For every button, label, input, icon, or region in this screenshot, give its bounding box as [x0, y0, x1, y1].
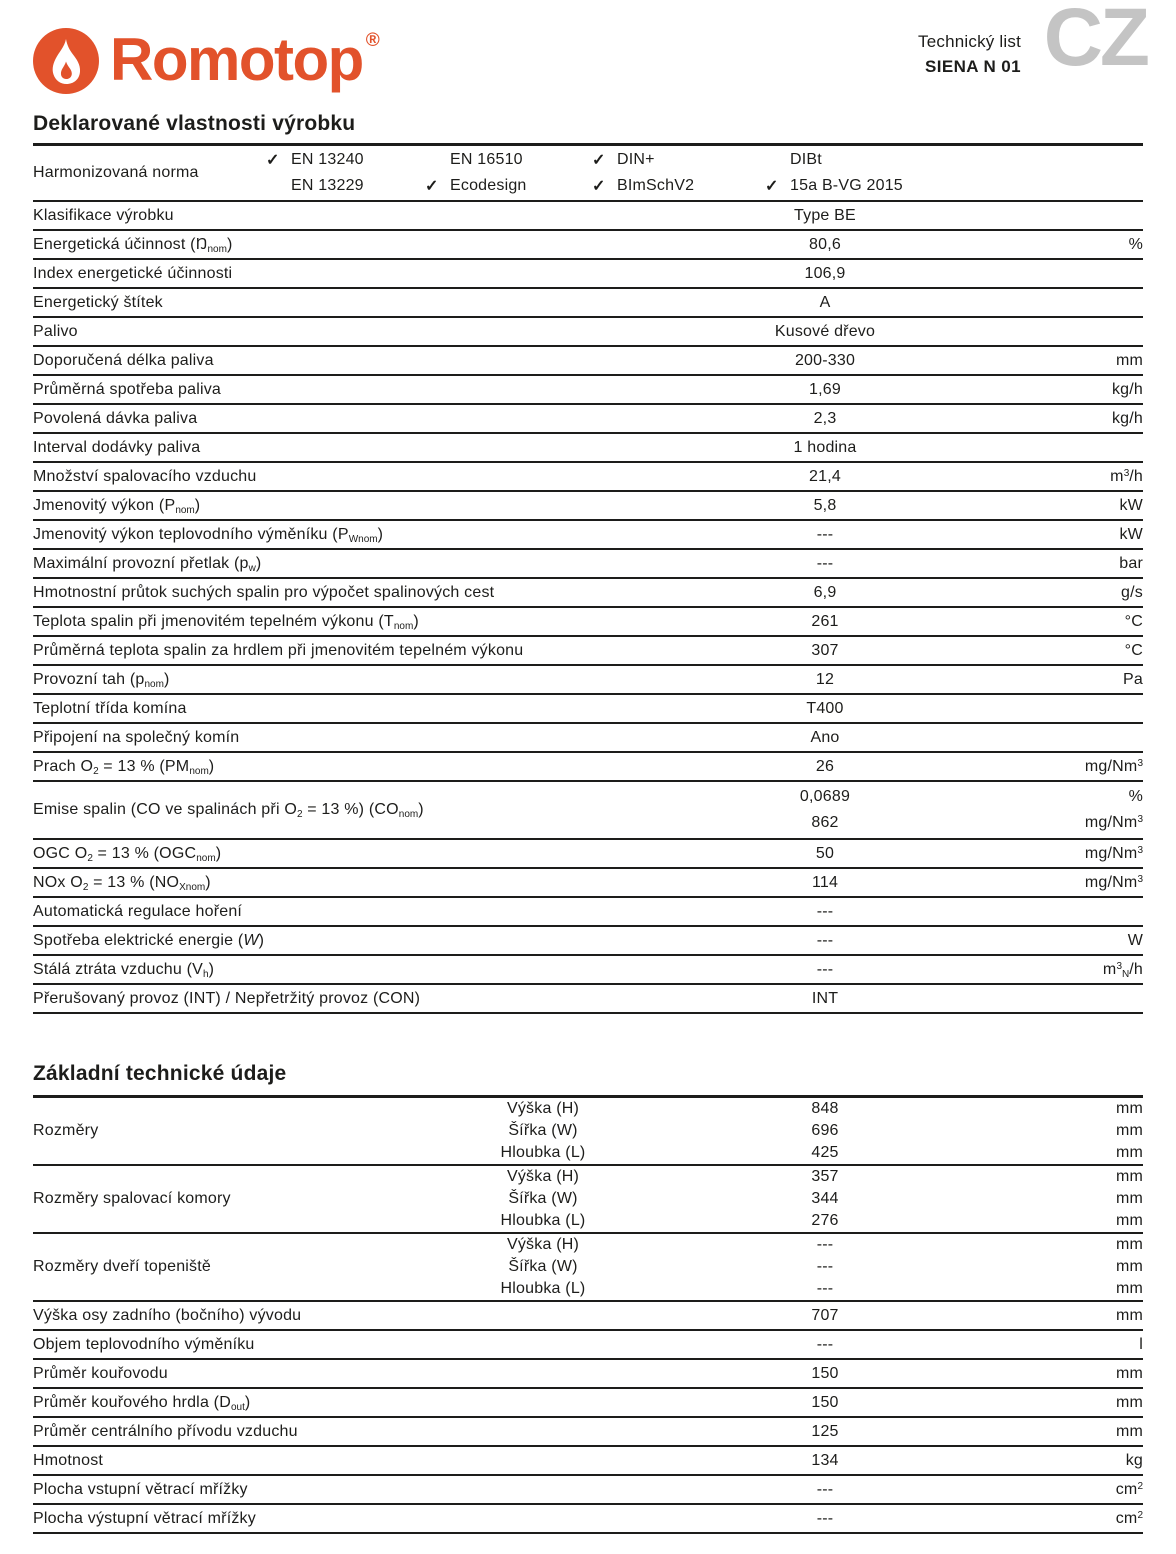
row-value: ---	[816, 1335, 834, 1353]
row-value: 5,8	[813, 496, 837, 514]
dimension-rows	[33, 1234, 1143, 1300]
row-unit: mm	[1115, 1100, 1143, 1117]
check-icon: ✓	[266, 152, 280, 169]
row-unit: mm	[1115, 1212, 1143, 1229]
table-row	[33, 434, 1143, 463]
row-unit: $cm^2$	[1115, 1509, 1143, 1527]
brand-logo	[33, 28, 380, 94]
table-row	[33, 608, 1143, 637]
row-label: Index energetické účinnosti	[33, 264, 233, 282]
table-row	[33, 202, 1143, 231]
dimension-row	[33, 1120, 1143, 1142]
technical-data-table	[33, 1095, 1143, 1534]
row-value: 26	[815, 757, 835, 775]
row-value: ---	[816, 902, 834, 920]
row-value: 50	[815, 844, 835, 862]
row-unit: mm	[1115, 1422, 1143, 1440]
row-unit: $cm^2$	[1115, 1480, 1143, 1498]
row-unit: $m^3/h$	[1110, 467, 1143, 485]
row-label: Hmotnost	[33, 1451, 104, 1469]
norm-column	[425, 147, 527, 199]
check-icon: ✓	[592, 152, 606, 169]
row-value: 6,9	[813, 583, 837, 601]
row-unit: °C	[1124, 612, 1143, 630]
row-value: ---	[816, 1258, 834, 1275]
row-unit: mm	[1115, 1168, 1143, 1185]
row-value: 200-330	[794, 351, 856, 369]
table-row	[33, 1389, 1143, 1418]
row-unit: mm	[1115, 1122, 1143, 1139]
row-label: Rozměry	[33, 1122, 99, 1139]
row-value: 707	[811, 1306, 839, 1324]
check-icon: ✓	[425, 178, 439, 195]
row-unit: mg/Nm$^3$	[1084, 844, 1143, 862]
row-label: Harmonizovaná norma	[33, 164, 199, 181]
row-label: Automatická regulace hoření	[33, 902, 243, 920]
check-icon: ✓	[765, 178, 779, 195]
dimension-row	[33, 1256, 1143, 1278]
norm-label: EN 16510	[450, 151, 523, 168]
row-unit: mg/Nm$^3$	[1084, 873, 1143, 891]
row-label: Výška osy zadního (bočního) vývodu	[33, 1306, 302, 1324]
norm-entry	[592, 147, 694, 173]
dimension-row	[33, 1210, 1143, 1232]
row-unit: l	[1139, 1335, 1143, 1353]
table-row	[33, 724, 1143, 753]
row-unit-line: mg/Nm$^3$	[1084, 814, 1143, 831]
dimension-label: Hloubka (L)	[500, 1280, 586, 1297]
row-unit: kg	[1125, 1451, 1143, 1469]
row-value: 106,9	[804, 264, 846, 282]
dimension-label: Výška (H)	[506, 1236, 580, 1253]
dimension-label: Hloubka (L)	[500, 1212, 586, 1229]
row-unit-line: %	[1128, 788, 1143, 805]
row-value: 276	[811, 1212, 839, 1229]
row-label: NOx $O_2 = 13$ % $(NO_{Xnom})$	[33, 873, 211, 893]
row-value-line: 0,0689	[799, 788, 851, 805]
table-row	[33, 231, 1143, 260]
row-label: Průměr kouřovodu	[33, 1364, 168, 1382]
row-label: Teplota spalin při jmenovitém tepelném výkonu $(T_{nom})$	[33, 612, 419, 632]
dimension-row	[33, 1166, 1143, 1188]
row-label: Povolená dávka paliva	[33, 409, 198, 427]
row-value: 2,3	[813, 409, 837, 427]
norm-entry	[765, 173, 903, 199]
norm-entry	[266, 173, 364, 199]
table-row	[33, 1505, 1143, 1534]
row-value: 12	[815, 670, 835, 688]
row-unit: mm	[1115, 1393, 1143, 1411]
row-value: 696	[811, 1122, 839, 1139]
row-unit: mg/Nm$^3$	[1084, 757, 1143, 775]
table-row	[33, 1166, 1143, 1234]
row-label: Interval dodávky paliva	[33, 438, 201, 456]
row-value: 134	[811, 1451, 839, 1469]
row-value: Ano	[810, 728, 840, 746]
table-row	[33, 1476, 1143, 1505]
row-value: 150	[811, 1364, 839, 1382]
row-label: Rozměry dveří topeniště	[33, 1258, 212, 1275]
row-unit: W	[1127, 931, 1143, 949]
doc-meta	[918, 29, 1021, 79]
row-value: 80,6	[809, 235, 841, 253]
norm-label: BImSchV2	[617, 177, 695, 194]
row-unit: $m^3_N/h$	[1102, 960, 1143, 980]
row-unit: mm	[1115, 1190, 1143, 1207]
row-unit: mm	[1115, 1258, 1143, 1275]
table-row	[33, 927, 1143, 956]
row-label: Rozměry spalovací komory	[33, 1190, 231, 1207]
table-row	[33, 985, 1143, 1014]
row-label: Doporučená délka paliva	[33, 351, 214, 369]
table-row	[33, 1418, 1143, 1447]
row-unit: Pa	[1123, 670, 1143, 688]
norm-entry	[266, 147, 364, 173]
table-row	[33, 579, 1143, 608]
row-value: Kusové dřevo	[774, 322, 876, 340]
dimension-row	[33, 1278, 1143, 1300]
table-row	[33, 521, 1143, 550]
table-row	[33, 695, 1143, 724]
table-row	[33, 1302, 1143, 1331]
dimension-label: Šířka (W)	[508, 1258, 578, 1275]
norm-column	[765, 147, 903, 199]
table-row	[33, 318, 1143, 347]
dimension-row	[33, 1234, 1143, 1256]
dimension-label: Výška (H)	[506, 1168, 580, 1185]
table-row	[33, 1234, 1143, 1302]
row-unit: mm	[1115, 1364, 1143, 1382]
row-label: Energetická účinnost $(Ŋ_{nom})$	[33, 235, 233, 255]
row-label: Provozní tah $(p_{nom})$	[33, 670, 170, 690]
dimension-label: Šířka (W)	[508, 1190, 578, 1207]
row-value: ---	[816, 931, 834, 949]
norm-label: EN 13240	[291, 151, 364, 168]
table-row	[33, 898, 1143, 927]
row-label: Plocha výstupní větrací mřížky	[33, 1509, 256, 1527]
row-label: Průměrná teplota spalin za hrdlem při jmenovitém tepelném výkonu	[33, 641, 524, 659]
table-row	[33, 463, 1143, 492]
row-value: 1,69	[809, 380, 841, 398]
row-value: ---	[816, 554, 834, 572]
row-value: T400	[806, 699, 844, 717]
row-unit: %	[1128, 235, 1143, 253]
dimension-label: Šířka (W)	[508, 1122, 578, 1139]
norm-entry	[765, 147, 903, 173]
row-label: Emise spalin (CO ve spalinách při $O_2 = 13$ %) $(CO_{nom})$	[33, 801, 424, 820]
row-value: 357	[811, 1168, 839, 1185]
row-label: Hmotnostní průtok suchých spalin pro výpočet spalinových cest	[33, 583, 495, 601]
norm-entry	[425, 173, 527, 199]
row-value: ---	[816, 1280, 834, 1297]
table-row	[33, 1098, 1143, 1166]
table-row	[33, 637, 1143, 666]
row-label: Energetický štítek	[33, 293, 163, 311]
row-label: OGC $O_2 = 13$ % $(OGC_{nom})$	[33, 844, 222, 864]
flame-icon	[33, 28, 99, 94]
registered-mark: ®	[365, 30, 380, 51]
row-unit: g/s	[1121, 583, 1143, 601]
section-title-technical-data: Základní technické údaje	[33, 1062, 287, 1085]
row-unit: °C	[1124, 641, 1143, 659]
row-label: Stálá ztráta vzduchu $(V_h)$	[33, 960, 215, 980]
row-label: Maximální provozní přetlak $(p_w)$	[33, 554, 262, 574]
row-value: 21,4	[809, 467, 841, 485]
check-icon: ✓	[592, 178, 606, 195]
row-label: Průměr centrálního přívodu vzduchu	[33, 1422, 298, 1440]
row-value	[645, 784, 1005, 836]
table-row	[33, 405, 1143, 434]
row-value: ---	[816, 1480, 834, 1498]
row-label: Objem teplovodního výměníku	[33, 1335, 255, 1353]
table-row	[33, 492, 1143, 521]
table-row	[33, 782, 1143, 840]
row-label: Jmenovitý výkon teplovodního výměníku $(P_{Wnom})$	[33, 525, 384, 545]
row-label: Palivo	[33, 322, 78, 340]
norm-entry	[592, 173, 694, 199]
table-row	[33, 260, 1143, 289]
dimension-row	[33, 1188, 1143, 1210]
norm-label: Ecodesign	[450, 177, 527, 194]
table-row	[33, 956, 1143, 985]
row-label: Spotřeba elektrické energie (W)	[33, 931, 265, 949]
norm-label: EN 13229	[291, 177, 364, 194]
row-value: ---	[816, 525, 834, 543]
norm-entry	[425, 147, 527, 173]
row-unit: kW	[1119, 525, 1143, 543]
table-row	[33, 550, 1143, 579]
dimension-label: Hloubka (L)	[500, 1144, 586, 1161]
page-header	[33, 0, 1147, 102]
row-value: ---	[816, 1509, 834, 1527]
row-label: Plocha vstupní větrací mřížky	[33, 1480, 248, 1498]
row-unit	[1085, 784, 1143, 836]
dimension-row	[33, 1098, 1143, 1120]
row-value: ---	[816, 1236, 834, 1253]
dimension-rows	[33, 1166, 1143, 1232]
dimension-label: Výška (H)	[506, 1100, 580, 1117]
row-unit: bar	[1119, 554, 1143, 572]
declared-properties-table	[33, 143, 1143, 1014]
row-value: 150	[811, 1393, 839, 1411]
row-value: Type BE	[794, 206, 856, 224]
doc-type-label: Technický list	[918, 32, 1021, 51]
row-value: 114	[811, 873, 839, 891]
table-row	[33, 1360, 1143, 1389]
norm-label: DIBt	[790, 151, 822, 168]
row-value: A	[819, 293, 831, 311]
row-label: Klasifikace výrobku	[33, 206, 174, 224]
row-unit: kg/h	[1111, 380, 1143, 398]
row-label: Připojení na společný komín	[33, 728, 240, 746]
table-row	[33, 347, 1143, 376]
row-label: Průměr kouřového hrdla $(D_{out})$	[33, 1393, 251, 1413]
row-unit: mm	[1115, 1280, 1143, 1297]
table-row	[33, 753, 1143, 782]
row-label: Jmenovitý výkon $(P_{nom})$	[33, 496, 201, 516]
row-unit: mm	[1115, 1144, 1143, 1161]
row-label: Přerušovaný provoz (INT) / Nepřetržitý provoz (CON)	[33, 989, 421, 1007]
row-label: Průměrná spotřeba paliva	[33, 380, 222, 398]
row-unit: mm	[1115, 1306, 1143, 1324]
row-value: 344	[811, 1190, 839, 1207]
section-title-declared-properties: Deklarované vlastnosti výrobku	[33, 112, 356, 135]
row-value: 307	[811, 641, 839, 659]
row-label: Množství spalovacího vzduchu	[33, 467, 257, 485]
table-row	[33, 666, 1143, 695]
row-value: 425	[811, 1144, 839, 1161]
row-label: Teplotní třída komína	[33, 699, 187, 717]
row-unit: kW	[1119, 496, 1143, 514]
dimension-rows	[33, 1098, 1143, 1164]
row-value: 1 hodina	[793, 438, 857, 456]
row-value: INT	[811, 989, 839, 1007]
norm-label: 15a B-VG 2015	[790, 177, 903, 194]
row-value: ---	[816, 960, 834, 978]
brand-wordmark: Romotop	[110, 26, 363, 93]
norm-label: DIN+	[617, 151, 655, 168]
row-value-line: 862	[811, 814, 839, 831]
row-label: Prach $O_2 = 13$ % $(PM_{nom})$	[33, 757, 215, 777]
row-value: 261	[811, 612, 839, 630]
table-row	[33, 869, 1143, 898]
norm-column	[266, 147, 364, 199]
table-row	[33, 840, 1143, 869]
row-value: 125	[811, 1422, 839, 1440]
row-value: 848	[811, 1100, 839, 1117]
product-name: SIENA N 01	[925, 57, 1021, 76]
table-row	[33, 146, 1143, 202]
table-row	[33, 1447, 1143, 1476]
row-unit: mm	[1115, 1236, 1143, 1253]
table-row	[33, 289, 1143, 318]
norm-column	[592, 147, 694, 199]
table-row	[33, 1331, 1143, 1360]
language-badge: CZ	[1043, 0, 1147, 83]
row-unit: mm	[1115, 351, 1143, 369]
table-row	[33, 376, 1143, 405]
dimension-row	[33, 1142, 1143, 1164]
row-unit: kg/h	[1111, 409, 1143, 427]
